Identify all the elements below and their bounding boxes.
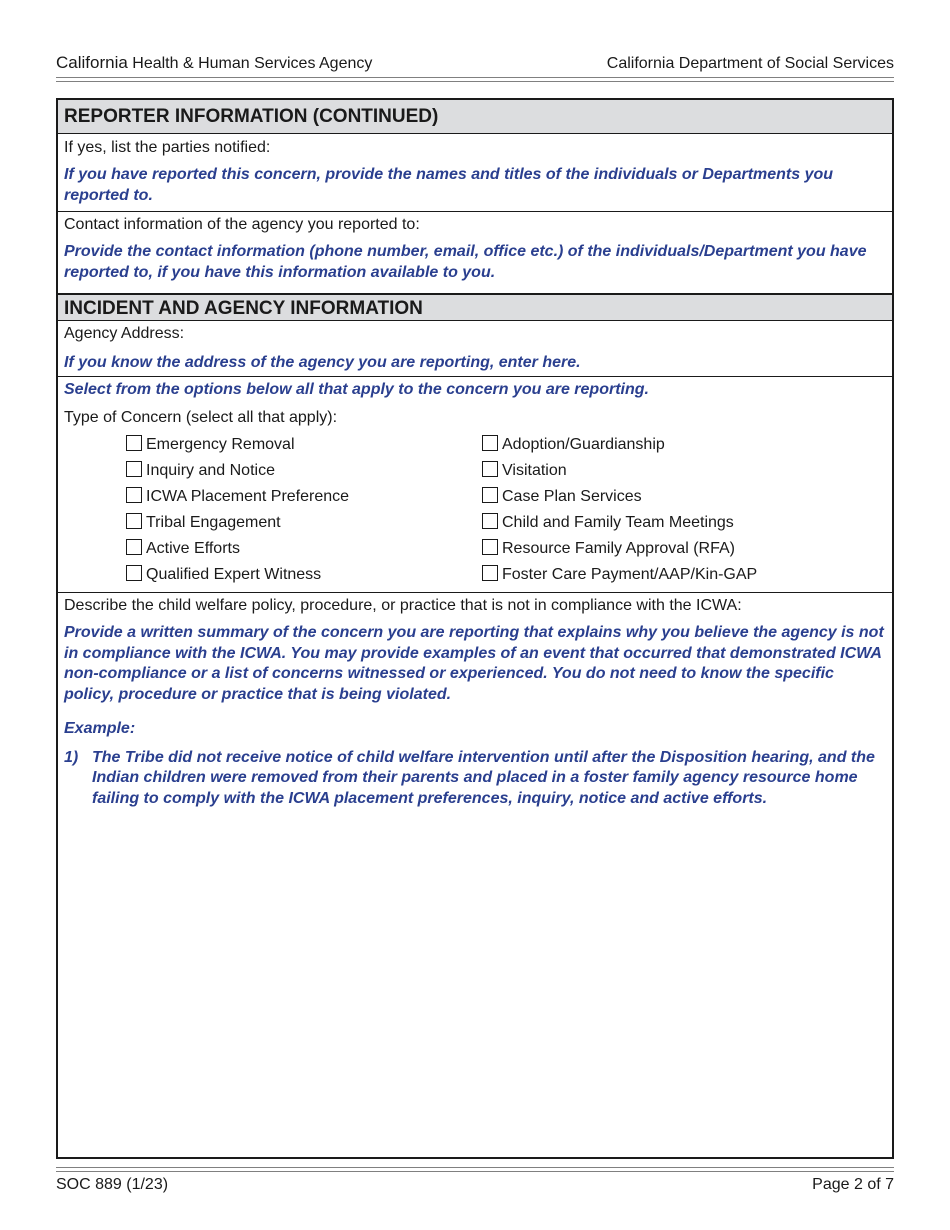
agency-name-state: California: [56, 53, 128, 72]
agency-address-label: Agency Address:: [64, 325, 185, 342]
footer-divider: [56, 1167, 894, 1172]
parties-notified-field[interactable]: [58, 134, 892, 212]
section-title-incident: INCIDENT AND AGENCY INFORMATION: [58, 294, 892, 321]
header-divider: [56, 77, 894, 82]
description-hint[interactable]: Provide a written summary of the concern you are reporting that explains why you believe the agency is not in compliance with the ICWA. You may provide examples of an event that occurred that demonstrated ICWA non-compliance or a list of concerns witnessed or experienced. You do not need to know the specific policy, procedure or practice that is being violated.: [64, 624, 884, 703]
example-item: [64, 748, 886, 810]
contact-info-field[interactable]: [58, 212, 892, 294]
checkbox-icwa-placement-preference[interactable]: [126, 485, 482, 509]
section-title-reporter: REPORTER INFORMATION (CONTINUED): [58, 100, 892, 134]
checkbox-label: Tribal Engagement: [146, 513, 281, 531]
page-footer: [56, 1175, 894, 1195]
department-name: California Department of Social Services: [606, 55, 894, 72]
checkbox-square-icon[interactable]: [126, 513, 142, 529]
contact-info-hint[interactable]: Provide the contact information (phone number, email, office etc.) of the individuals/Department you have reported to, if you have this information available to you.: [64, 243, 867, 281]
checkbox-label: Child and Family Team Meetings: [502, 513, 734, 531]
checkbox-label: Qualified Expert Witness: [146, 565, 322, 583]
checkbox-square-icon[interactable]: [482, 539, 498, 555]
checkbox-square-icon[interactable]: [126, 461, 142, 477]
contact-info-label: Contact information of the agency you reported to:: [64, 216, 420, 233]
checkbox-active-efforts[interactable]: [126, 537, 482, 561]
checkbox-label: Active Efforts: [146, 539, 240, 557]
checkbox-visitation[interactable]: [482, 459, 882, 483]
checkbox-square-icon[interactable]: [126, 565, 142, 581]
checkbox-child-family-team-meetings[interactable]: [482, 511, 882, 535]
checkbox-square-icon[interactable]: [482, 565, 498, 581]
example-label: Example:: [64, 720, 136, 737]
checkbox-label: ICWA Placement Preference: [146, 487, 350, 505]
agency-address-field[interactable]: [58, 321, 892, 377]
checkbox-square-icon[interactable]: [482, 513, 498, 529]
example-text: The Tribe did not receive notice of child welfare intervention until after the Disposition hearing, and the Indian children were removed from their parents and placed in a foster family agency resource home failing to comply with the ICWA placement preferences, inquiry, notice and active efforts.: [92, 748, 875, 807]
checkbox-label: Visitation: [502, 461, 567, 479]
page-number: Page 2 of 7: [812, 1176, 894, 1193]
checkbox-square-icon[interactable]: [482, 461, 498, 477]
checkbox-label: Adoption/Guardianship: [502, 435, 665, 453]
page-header: [56, 52, 894, 74]
checkbox-tribal-engagement[interactable]: [126, 511, 482, 535]
checkbox-qualified-expert-witness[interactable]: [126, 563, 482, 587]
checkbox-case-plan-services[interactable]: [482, 485, 882, 509]
checkbox-label: Emergency Removal: [146, 435, 295, 453]
parties-notified-hint[interactable]: If you have reported this concern, provide the names and titles of the individuals or Departments you reported to.: [64, 166, 834, 204]
concern-type-label: Type of Concern (select all that apply):: [64, 408, 338, 426]
form-container: [56, 98, 894, 1159]
description-label: Describe the child welfare policy, procedure, or practice that is not in compliance with the ICWA:: [64, 597, 742, 614]
checkbox-square-icon[interactable]: [482, 435, 498, 451]
agency-name-rest: Health & Human Services Agency: [127, 55, 373, 72]
concern-checkbox-grid: [126, 433, 886, 587]
checkbox-square-icon[interactable]: [126, 487, 142, 503]
checkbox-foster-care-payment[interactable]: [482, 563, 882, 587]
checkbox-emergency-removal[interactable]: [126, 433, 482, 457]
checkbox-square-icon[interactable]: [126, 539, 142, 555]
checkbox-square-icon[interactable]: [482, 487, 498, 503]
agency-name: [56, 53, 372, 74]
description-input[interactable]: [64, 815, 886, 1135]
concern-type-field: [58, 377, 892, 593]
checkbox-inquiry-and-notice[interactable]: [126, 459, 482, 483]
example-number: 1): [64, 748, 79, 766]
checkbox-square-icon[interactable]: [126, 435, 142, 451]
checkbox-label: Resource Family Approval (RFA): [502, 539, 735, 557]
description-field[interactable]: [58, 593, 892, 1135]
parties-notified-label: If yes, list the parties notified:: [64, 139, 271, 156]
agency-address-hint[interactable]: If you know the address of the agency you are reporting, enter here.: [64, 354, 581, 371]
checkbox-label: Case Plan Services: [502, 487, 642, 505]
concern-type-hint: Select from the options below all that apply to the concern you are reporting.: [64, 381, 649, 398]
checkbox-label: Inquiry and Notice: [146, 461, 275, 479]
checkbox-label: Foster Care Payment/AAP/Kin-GAP: [502, 565, 758, 583]
checkbox-adoption-guardianship[interactable]: [482, 433, 882, 457]
form-id: SOC 889 (1/23): [56, 1176, 169, 1193]
checkbox-resource-family-approval[interactable]: [482, 537, 882, 561]
